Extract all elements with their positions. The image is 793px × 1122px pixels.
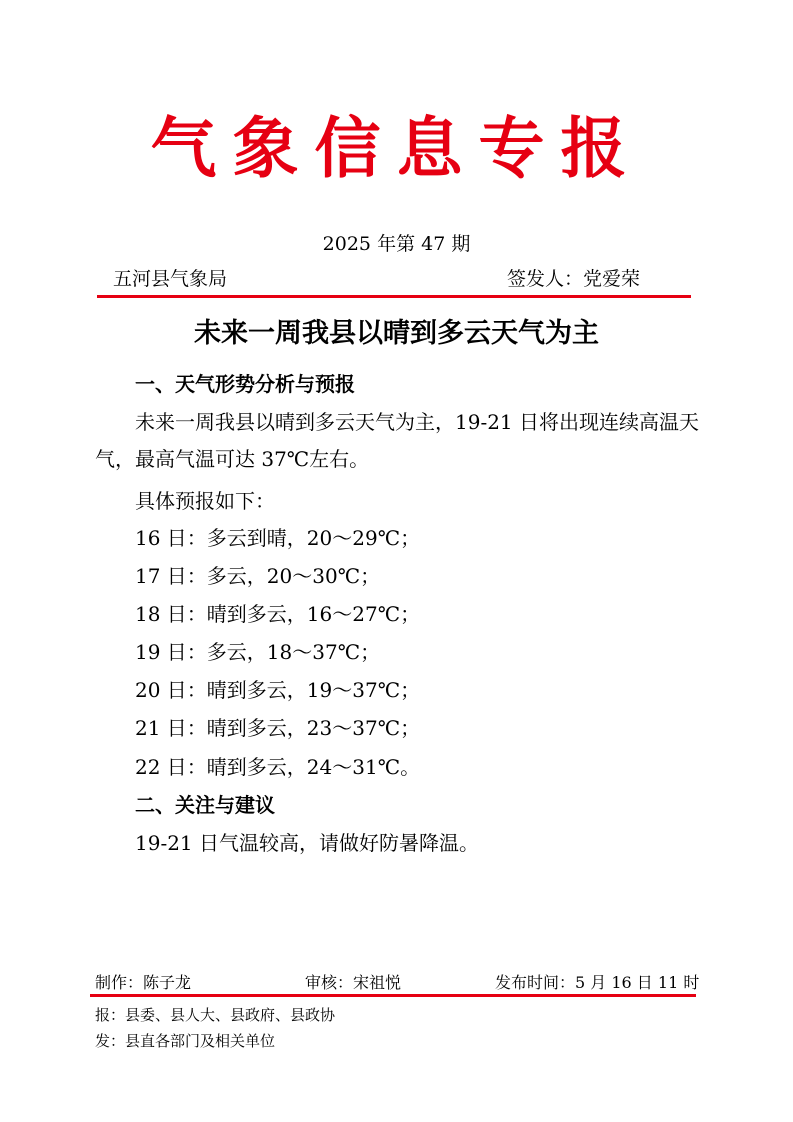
issuing-organization: 五河县气象局 bbox=[113, 268, 228, 290]
footer-red-rule bbox=[90, 994, 696, 997]
footer-reviewer: 审核：宋祖悦 bbox=[305, 973, 402, 992]
report-to: 报：县委、县人大、县政府、县政协 bbox=[95, 1006, 336, 1024]
forecast-day-17: 17 日：多云，20～30℃； bbox=[135, 564, 381, 588]
footer-maker: 制作：陈子龙 bbox=[95, 973, 192, 992]
section-2-text: 19-21 日气温较高，请做好防暑降温。 bbox=[135, 831, 480, 855]
section-1-title: 一、天气形势分析与预报 bbox=[135, 372, 355, 396]
section-1-paragraph: 未来一周我县以晴到多云天气为主，19-21 日将出现连续高温天气，最高气温可达 37℃左右。 bbox=[95, 410, 700, 471]
issue-number: 2025 年第 47 期 bbox=[322, 233, 471, 255]
forecast-day-18: 18 日：晴到多云，16～27℃； bbox=[135, 602, 421, 626]
header-red-rule bbox=[97, 295, 691, 298]
signer: 签发人：党爱荣 bbox=[507, 268, 641, 290]
masthead-title: 气象信息专报 bbox=[150, 109, 643, 187]
headline: 未来一周我县以晴到多云天气为主 bbox=[194, 318, 599, 349]
forecast-day-19: 19 日：多云，18～37℃； bbox=[135, 640, 381, 664]
forecast-day-16: 16 日：多云到晴，20～29℃； bbox=[135, 526, 421, 550]
forecast-day-20: 20 日：晴到多云，19～37℃； bbox=[135, 678, 421, 702]
forecast-day-21: 21 日：晴到多云，23～37℃； bbox=[135, 716, 421, 740]
forecast-day-22: 22 日：晴到多云，24～31℃。 bbox=[135, 755, 421, 779]
send-to: 发：县直各部门及相关单位 bbox=[95, 1032, 276, 1050]
section-2-title: 二、关注与建议 bbox=[135, 793, 275, 817]
footer-release-time: 发布时间：5 月 16 日 11 时 bbox=[495, 973, 700, 992]
forecast-intro: 具体预报如下： bbox=[135, 489, 275, 513]
